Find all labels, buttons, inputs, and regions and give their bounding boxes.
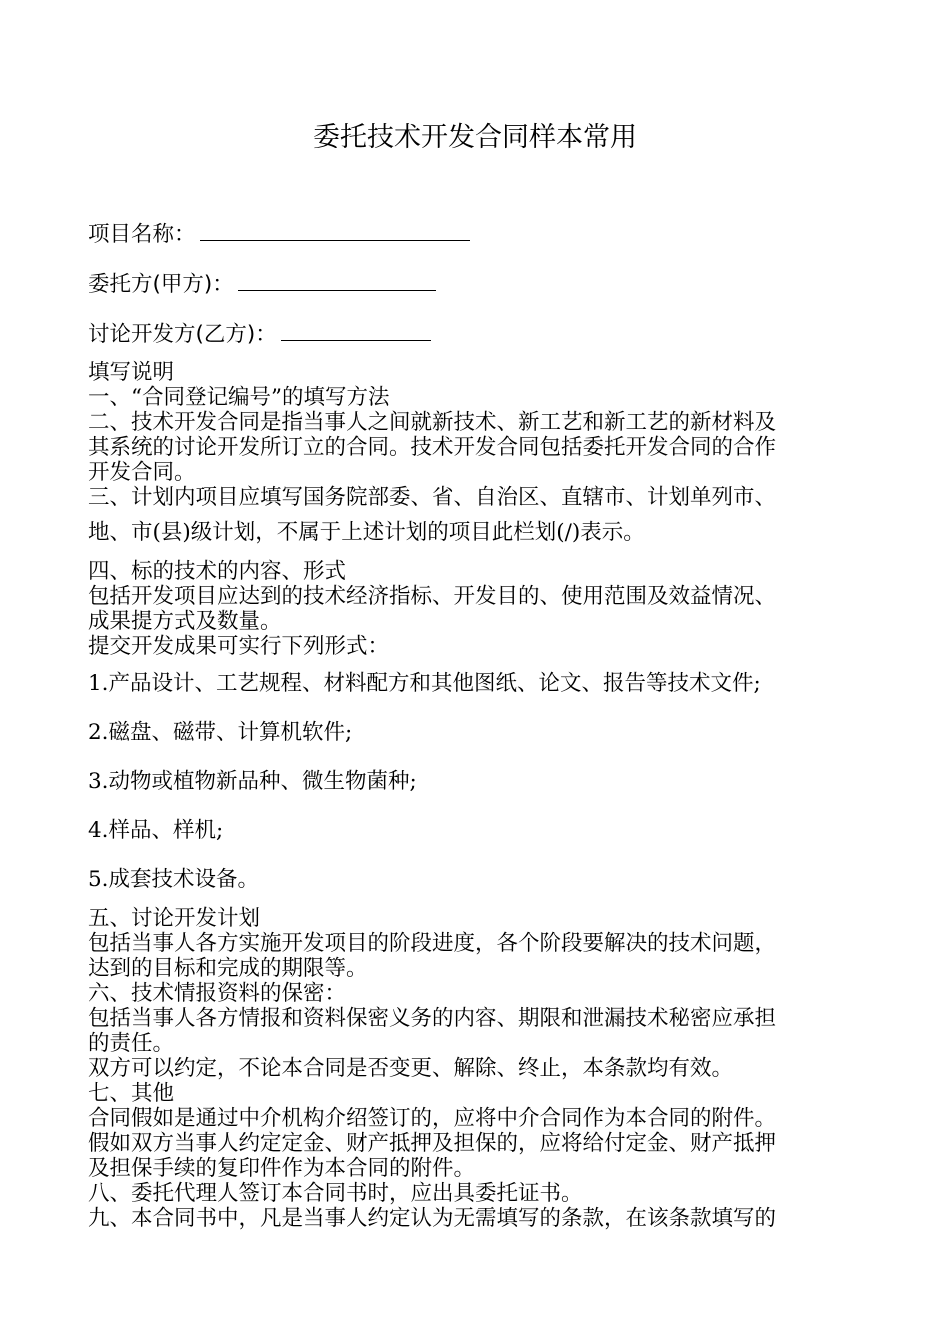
body-line: 的责任。 xyxy=(88,1031,175,1056)
body-line: 其系统的讨论开发所订立的合同。技术开发合同包括委托开发合同的合作 xyxy=(88,435,777,460)
body-line: 提交开发成果可实行下列形式： xyxy=(88,634,390,659)
body-line: 4.样品、样机; xyxy=(88,818,224,843)
body-line: 三、计划内项目应填写国务院部委、省、自治区、直辖市、计划单列市、 xyxy=(88,485,777,510)
client-blank[interactable] xyxy=(238,272,436,291)
body-line: 八、委托代理人签订本合同书时，应出具委托证书。 xyxy=(88,1181,583,1206)
body-line: 2.磁盘、磁带、计算机软件; xyxy=(88,720,353,745)
client-label: 委托方(甲方)： xyxy=(88,272,234,297)
body-line: 1.产品设计、工艺规程、材料配方和其他图纸、论文、报告等技术文件; xyxy=(88,671,761,696)
body-line: 五、讨论开发计划 xyxy=(88,906,261,931)
developer-label: 讨论开发方(乙方)： xyxy=(88,322,277,347)
body-line: 合同假如是通过中介机构介绍签订的，应将中介合同作为本合同的附件。 xyxy=(88,1106,777,1131)
body-line: 包括当事人各方情报和资料保密义务的内容、期限和泄漏技术秘密应承担 xyxy=(88,1006,777,1031)
body-line: 九、本合同书中，凡是当事人约定认为无需填写的条款，在该条款填写的 xyxy=(88,1206,777,1231)
developer-field xyxy=(88,322,431,348)
body-line: 一、“合同登记编号”的填写方法 xyxy=(88,385,390,410)
project-name-blank[interactable] xyxy=(200,222,470,241)
body-line: 包括当事人各方实施开发项目的阶段进度，各个阶段要解决的技术问题， xyxy=(88,931,777,956)
body-line: 七、其他 xyxy=(88,1081,175,1106)
body-line: 填写说明 xyxy=(88,360,175,385)
body-line: 双方可以约定，不论本合同是否变更、解除、终止，本条款均有效。 xyxy=(88,1056,734,1081)
body-line: 四、标的技术的内容、形式 xyxy=(88,559,347,584)
body-line: 六、技术情报资料的保密： xyxy=(88,981,347,1006)
project-name-label: 项目名称： xyxy=(88,222,196,247)
developer-blank[interactable] xyxy=(281,322,431,341)
body-line: 开发合同。 xyxy=(88,460,196,485)
body-line: 成果提方式及数量。 xyxy=(88,609,282,634)
body-line: 包括开发项目应达到的技术经济指标、开发目的、使用范围及效益情况、 xyxy=(88,584,777,609)
body-line: 3.动物或植物新品种、微生物菌种; xyxy=(88,769,417,794)
project-name-field xyxy=(88,222,470,248)
body-line: 达到的目标和完成的期限等。 xyxy=(88,956,368,981)
body-line: 及担保手续的复印件作为本合同的附件。 xyxy=(88,1156,476,1181)
body-line: 二、技术开发合同是指当事人之间就新技术、新工艺和新工艺的新材料及 xyxy=(88,410,777,435)
body-line: 地、市(县)级计划，不属于上述计划的项目此栏划(/)表示。 xyxy=(88,520,645,545)
body-line: 假如双方当事人约定定金、财产抵押及担保的，应将给付定金、财产抵押 xyxy=(88,1131,777,1156)
client-field xyxy=(88,272,436,298)
page-title: 委托技术开发合同样本常用 xyxy=(313,122,637,153)
body-line: 5.成套技术设备。 xyxy=(88,867,260,892)
